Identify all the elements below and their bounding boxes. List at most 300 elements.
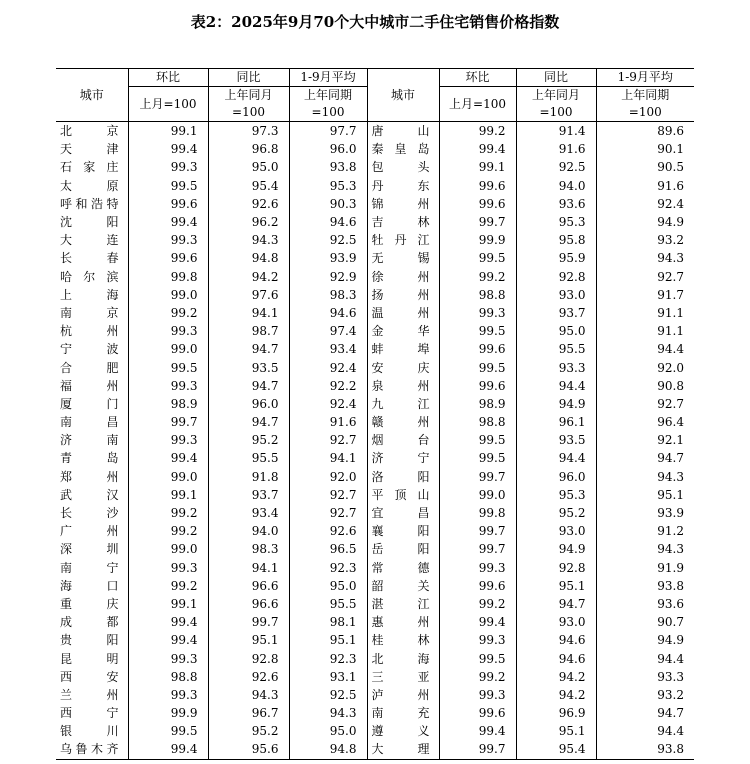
yoy-value-left: 95.5: [208, 449, 289, 467]
price-index-table: [56, 68, 694, 760]
table-row: [56, 177, 694, 195]
avg-value-right: 90.5: [596, 158, 694, 176]
table-row: [56, 213, 694, 231]
yoy-value-left: 96.0: [208, 395, 289, 413]
yoy-value-left: 97.3: [208, 122, 289, 141]
city-name-left: 深圳: [60, 542, 119, 557]
mom-value-right: 98.9: [439, 395, 516, 413]
yoy-value-right: 95.3: [516, 486, 596, 504]
mom-value-right: 99.5: [439, 449, 516, 467]
mom-value-left: 99.9: [128, 704, 208, 722]
mom-value-left: 99.0: [128, 468, 208, 486]
yoy-value-right: 96.0: [516, 468, 596, 486]
city-name-right: 惠州: [367, 613, 439, 631]
col-header-mom-left: 环比: [128, 69, 208, 87]
city-name-left: 太原: [60, 178, 119, 193]
avg-value-left: 95.0: [289, 577, 367, 595]
mom-value-right: 99.1: [439, 158, 516, 176]
avg-value-right: 92.1: [596, 431, 694, 449]
yoy-value-right: 94.0: [516, 177, 596, 195]
avg-value-left: 92.3: [289, 649, 367, 667]
mom-value-right: 99.3: [439, 559, 516, 577]
yoy-value-right: 94.6: [516, 631, 596, 649]
city-name-left: 沈阳: [60, 215, 119, 230]
table-row: [56, 740, 694, 759]
mom-value-left: 99.5: [128, 358, 208, 376]
table-row: [56, 540, 694, 558]
table-row: [56, 649, 694, 667]
yoy-value-left: 98.3: [208, 540, 289, 558]
city-name-left: 昆明: [60, 651, 119, 666]
avg-value-left: 95.0: [289, 722, 367, 740]
mom-value-left: 99.4: [128, 449, 208, 467]
city-name-right: 桂林: [367, 631, 439, 649]
mom-value-right: 99.3: [439, 686, 516, 704]
yoy-value-left: 91.8: [208, 468, 289, 486]
city-name-right: 遵义: [367, 722, 439, 740]
mom-value-right: 99.6: [439, 577, 516, 595]
yoy-value-right: 95.3: [516, 213, 596, 231]
avg-value-right: 93.8: [596, 577, 694, 595]
mom-value-left: 99.3: [128, 686, 208, 704]
col-subheader-avg-left: 上年同期 =100: [289, 87, 367, 122]
city-name-left: 南昌: [60, 415, 119, 430]
city-name-right: 温州: [367, 304, 439, 322]
avg-value-left: 97.7: [289, 122, 367, 141]
yoy-value-left: 95.6: [208, 740, 289, 759]
avg-value-right: 91.7: [596, 286, 694, 304]
col-header-yoy-left: 同比: [208, 69, 289, 87]
table-row: [56, 249, 694, 267]
table-row: [56, 504, 694, 522]
mom-value-right: 99.6: [439, 704, 516, 722]
mom-value-right: 99.7: [439, 522, 516, 540]
yoy-value-right: 93.0: [516, 613, 596, 631]
avg-value-left: 95.3: [289, 177, 367, 195]
table-row: [56, 122, 694, 141]
mom-value-left: 98.9: [128, 395, 208, 413]
avg-value-right: 93.2: [596, 231, 694, 249]
yoy-value-right: 94.2: [516, 686, 596, 704]
col-header-mom-right: 环比: [439, 69, 516, 87]
city-name-right: 洛阳: [367, 468, 439, 486]
city-name-right: 蚌埠: [367, 340, 439, 358]
table-row: [56, 486, 694, 504]
avg-value-left: 92.9: [289, 268, 367, 286]
mom-value-right: 99.7: [439, 740, 516, 759]
table-row: [56, 468, 694, 486]
yoy-value-left: 94.7: [208, 377, 289, 395]
avg-value-left: 92.4: [289, 395, 367, 413]
avg-value-left: 92.6: [289, 522, 367, 540]
avg-value-right: 94.7: [596, 704, 694, 722]
mom-value-right: 99.2: [439, 668, 516, 686]
avg-value-right: 91.1: [596, 322, 694, 340]
table-row: [56, 304, 694, 322]
mom-value-left: 99.4: [128, 140, 208, 158]
city-name-left: 兰州: [60, 687, 119, 702]
mom-value-left: 99.4: [128, 740, 208, 759]
mom-value-left: 99.3: [128, 231, 208, 249]
city-name-left: 宁波: [60, 342, 119, 357]
city-name-left: 大连: [60, 233, 119, 248]
city-name-right: 金华: [367, 322, 439, 340]
yoy-value-right: 95.1: [516, 577, 596, 595]
mom-value-left: 99.3: [128, 559, 208, 577]
yoy-value-right: 95.4: [516, 740, 596, 759]
city-name-left: 西安: [60, 669, 119, 684]
mom-value-right: 99.5: [439, 358, 516, 376]
mom-value-left: 99.3: [128, 322, 208, 340]
yoy-value-left: 92.6: [208, 668, 289, 686]
yoy-value-right: 96.9: [516, 704, 596, 722]
avg-value-right: 96.4: [596, 413, 694, 431]
city-name-left: 重庆: [60, 596, 119, 611]
mom-value-right: 99.6: [439, 377, 516, 395]
city-name-left: 海口: [60, 578, 119, 593]
table-row: [56, 140, 694, 158]
avg-value-right: 93.6: [596, 595, 694, 613]
yoy-value-left: 97.6: [208, 286, 289, 304]
avg-value-left: 94.8: [289, 740, 367, 759]
yoy-value-right: 95.1: [516, 722, 596, 740]
yoy-value-right: 93.0: [516, 522, 596, 540]
yoy-value-left: 93.4: [208, 504, 289, 522]
mom-value-left: 99.6: [128, 249, 208, 267]
mom-value-left: 99.3: [128, 649, 208, 667]
table-row: [56, 358, 694, 376]
yoy-value-right: 93.3: [516, 358, 596, 376]
city-name-left: 天津: [60, 142, 119, 157]
city-name-left: 北京: [60, 124, 119, 139]
city-name-left: 南京: [60, 305, 119, 320]
yoy-value-right: 92.5: [516, 158, 596, 176]
yoy-value-left: 94.3: [208, 231, 289, 249]
yoy-value-right: 92.8: [516, 559, 596, 577]
avg-value-left: 94.6: [289, 213, 367, 231]
avg-value-right: 89.6: [596, 122, 694, 141]
avg-value-left: 92.5: [289, 231, 367, 249]
avg-value-left: 92.5: [289, 686, 367, 704]
city-name-right: 徐州: [367, 268, 439, 286]
yoy-value-right: 95.8: [516, 231, 596, 249]
avg-value-left: 97.4: [289, 322, 367, 340]
avg-value-right: 92.0: [596, 358, 694, 376]
avg-value-right: 91.2: [596, 522, 694, 540]
yoy-value-left: 95.2: [208, 722, 289, 740]
avg-value-right: 94.3: [596, 540, 694, 558]
avg-value-right: 90.8: [596, 377, 694, 395]
yoy-value-right: 94.4: [516, 449, 596, 467]
yoy-value-left: 94.3: [208, 686, 289, 704]
mom-value-left: 99.6: [128, 195, 208, 213]
yoy-value-left: 93.7: [208, 486, 289, 504]
mom-value-right: 98.8: [439, 413, 516, 431]
table-row: [56, 704, 694, 722]
avg-value-right: 90.1: [596, 140, 694, 158]
mom-value-left: 99.3: [128, 158, 208, 176]
col-header-city-right: 城市: [367, 69, 439, 122]
city-name-left: 成都: [60, 615, 119, 630]
avg-value-right: 93.2: [596, 686, 694, 704]
table-row: [56, 413, 694, 431]
city-name-right: 吉林: [367, 213, 439, 231]
yoy-value-right: 93.6: [516, 195, 596, 213]
table-body: [56, 122, 694, 760]
mom-value-right: 99.6: [439, 177, 516, 195]
mom-value-left: 99.1: [128, 595, 208, 613]
mom-value-left: 99.4: [128, 631, 208, 649]
col-header-avg-right: 1-9月平均: [596, 69, 694, 87]
avg-value-left: 93.1: [289, 668, 367, 686]
yoy-value-right: 93.7: [516, 304, 596, 322]
yoy-value-left: 93.5: [208, 358, 289, 376]
mom-value-left: 99.8: [128, 268, 208, 286]
city-name-left: 厦门: [60, 396, 119, 411]
city-name-right: 丹东: [367, 177, 439, 195]
city-name-right: 扬州: [367, 286, 439, 304]
mom-value-left: 99.7: [128, 413, 208, 431]
avg-value-left: 95.1: [289, 631, 367, 649]
yoy-value-left: 98.7: [208, 322, 289, 340]
table-row: [56, 722, 694, 740]
mom-value-right: 99.5: [439, 649, 516, 667]
mom-value-right: 99.2: [439, 595, 516, 613]
col-subheader-mom-left: 上月=100: [128, 87, 208, 122]
city-name-right: 无锡: [367, 249, 439, 267]
table-row: [56, 431, 694, 449]
table-row: [56, 577, 694, 595]
city-name-left: 呼和浩特: [60, 196, 119, 211]
yoy-value-left: 96.8: [208, 140, 289, 158]
city-name-left: 西宁: [60, 706, 119, 721]
yoy-value-right: 95.0: [516, 322, 596, 340]
city-name-right: 牡丹江: [367, 231, 439, 249]
mom-value-left: 99.2: [128, 522, 208, 540]
yoy-value-left: 94.7: [208, 413, 289, 431]
city-name-left: 哈尔滨: [60, 269, 119, 284]
table-row: [56, 322, 694, 340]
avg-value-right: 93.3: [596, 668, 694, 686]
city-name-left: 乌鲁木齐: [56, 740, 128, 759]
city-name-left: 长沙: [60, 506, 119, 521]
avg-value-left: 92.0: [289, 468, 367, 486]
mom-value-right: 98.8: [439, 286, 516, 304]
yoy-value-left: 92.6: [208, 195, 289, 213]
avg-value-right: 91.9: [596, 559, 694, 577]
yoy-value-left: 96.2: [208, 213, 289, 231]
yoy-value-left: 94.0: [208, 522, 289, 540]
table-row: [56, 268, 694, 286]
avg-value-right: 94.9: [596, 631, 694, 649]
city-name-left: 杭州: [60, 324, 119, 339]
table-title: 表2：2025年9月70个大中城市二手住宅销售价格指数: [190, 13, 560, 31]
avg-value-right: 95.1: [596, 486, 694, 504]
avg-value-right: 94.3: [596, 468, 694, 486]
yoy-value-right: 92.8: [516, 268, 596, 286]
yoy-value-left: 96.6: [208, 577, 289, 595]
avg-value-left: 98.3: [289, 286, 367, 304]
table-row: [56, 286, 694, 304]
mom-value-right: 99.2: [439, 268, 516, 286]
city-name-right: 大理: [367, 740, 439, 759]
city-name-right: 岳阳: [367, 540, 439, 558]
yoy-value-left: 96.6: [208, 595, 289, 613]
avg-value-left: 92.2: [289, 377, 367, 395]
avg-value-left: 92.7: [289, 431, 367, 449]
avg-value-right: 94.4: [596, 340, 694, 358]
avg-value-right: 90.7: [596, 613, 694, 631]
mom-value-right: 99.5: [439, 431, 516, 449]
mom-value-left: 99.3: [128, 431, 208, 449]
city-name-right: 烟台: [367, 431, 439, 449]
mom-value-left: 99.5: [128, 177, 208, 195]
col-subheader-mom-right: 上月=100: [439, 87, 516, 122]
col-header-yoy-right: 同比: [516, 69, 596, 87]
avg-value-left: 91.6: [289, 413, 367, 431]
yoy-value-left: 94.1: [208, 304, 289, 322]
city-name-right: 九江: [367, 395, 439, 413]
avg-value-left: 90.3: [289, 195, 367, 213]
avg-value-right: 92.4: [596, 195, 694, 213]
mom-value-right: 99.5: [439, 249, 516, 267]
avg-value-right: 94.4: [596, 649, 694, 667]
mom-value-right: 99.7: [439, 468, 516, 486]
city-name-left: 合肥: [60, 360, 119, 375]
yoy-value-right: 93.0: [516, 286, 596, 304]
avg-value-left: 94.6: [289, 304, 367, 322]
avg-value-left: 98.1: [289, 613, 367, 631]
table-row: [56, 522, 694, 540]
table-row: [56, 231, 694, 249]
table-row: [56, 377, 694, 395]
city-name-right: 锦州: [367, 195, 439, 213]
yoy-value-left: 94.2: [208, 268, 289, 286]
city-name-right: 泉州: [367, 377, 439, 395]
yoy-value-left: 94.1: [208, 559, 289, 577]
mom-value-right: 99.9: [439, 231, 516, 249]
city-name-left: 银川: [60, 724, 119, 739]
mom-value-right: 99.0: [439, 486, 516, 504]
mom-value-left: 99.5: [128, 722, 208, 740]
city-name-right: 平顶山: [367, 486, 439, 504]
city-name-left: 石家庄: [60, 160, 119, 175]
avg-value-left: 93.4: [289, 340, 367, 358]
city-name-left: 福州: [60, 378, 119, 393]
avg-value-left: 93.8: [289, 158, 367, 176]
city-name-right: 包头: [367, 158, 439, 176]
avg-value-left: 92.3: [289, 559, 367, 577]
yoy-value-left: 95.1: [208, 631, 289, 649]
avg-value-left: 93.9: [289, 249, 367, 267]
yoy-value-right: 94.9: [516, 395, 596, 413]
city-name-right: 常德: [367, 559, 439, 577]
yoy-value-right: 95.9: [516, 249, 596, 267]
avg-value-left: 92.7: [289, 486, 367, 504]
city-name-left: 贵阳: [60, 633, 119, 648]
avg-value-right: 94.3: [596, 249, 694, 267]
avg-value-right: 94.7: [596, 449, 694, 467]
yoy-value-left: 92.8: [208, 649, 289, 667]
table-row: [56, 340, 694, 358]
mom-value-left: 99.1: [128, 122, 208, 141]
avg-value-left: 94.3: [289, 704, 367, 722]
city-name-left: 广州: [60, 524, 119, 539]
avg-value-left: 92.4: [289, 358, 367, 376]
city-name-right: 襄阳: [367, 522, 439, 540]
col-subheader-yoy-left: 上年同月 =100: [208, 87, 289, 122]
mom-value-left: 99.1: [128, 486, 208, 504]
yoy-value-right: 94.9: [516, 540, 596, 558]
avg-value-left: 96.5: [289, 540, 367, 558]
avg-value-right: 92.7: [596, 268, 694, 286]
city-name-right: 宜昌: [367, 504, 439, 522]
col-header-city-left: 城市: [56, 69, 128, 122]
avg-value-right: 92.7: [596, 395, 694, 413]
mom-value-right: 99.7: [439, 540, 516, 558]
yoy-value-right: 93.5: [516, 431, 596, 449]
yoy-value-right: 94.6: [516, 649, 596, 667]
yoy-value-right: 95.2: [516, 504, 596, 522]
city-name-right: 秦皇岛: [367, 140, 439, 158]
avg-value-left: 92.7: [289, 504, 367, 522]
yoy-value-left: 96.7: [208, 704, 289, 722]
mom-value-left: 99.4: [128, 213, 208, 231]
mom-value-left: 99.2: [128, 304, 208, 322]
city-name-right: 泸州: [367, 686, 439, 704]
col-header-avg-left: 1-9月平均: [289, 69, 367, 87]
mom-value-right: 99.2: [439, 122, 516, 141]
city-name-right: 三亚: [367, 668, 439, 686]
table-row: [56, 668, 694, 686]
col-subheader-avg-right: 上年同期 =100: [596, 87, 694, 122]
table-row: [56, 686, 694, 704]
city-name-left: 郑州: [60, 469, 119, 484]
yoy-value-left: 99.7: [208, 613, 289, 631]
city-name-right: 赣州: [367, 413, 439, 431]
avg-value-left: 94.1: [289, 449, 367, 467]
yoy-value-right: 94.4: [516, 377, 596, 395]
col-subheader-yoy-right: 上年同月 =100: [516, 87, 596, 122]
city-name-left: 武汉: [60, 487, 119, 502]
avg-value-right: 94.4: [596, 722, 694, 740]
mom-value-left: 99.2: [128, 577, 208, 595]
yoy-value-left: 95.0: [208, 158, 289, 176]
yoy-value-right: 94.2: [516, 668, 596, 686]
mom-value-left: 99.3: [128, 377, 208, 395]
yoy-value-right: 96.1: [516, 413, 596, 431]
city-name-right: 南充: [367, 704, 439, 722]
avg-value-right: 93.9: [596, 504, 694, 522]
mom-value-right: 99.3: [439, 631, 516, 649]
avg-value-left: 96.0: [289, 140, 367, 158]
mom-value-left: 99.0: [128, 286, 208, 304]
table-row: [56, 613, 694, 631]
city-name-left: 上海: [60, 287, 119, 302]
mom-value-right: 99.3: [439, 304, 516, 322]
table-row: [56, 559, 694, 577]
avg-value-right: 91.1: [596, 304, 694, 322]
yoy-value-left: 94.8: [208, 249, 289, 267]
mom-value-right: 99.8: [439, 504, 516, 522]
city-name-right: 安庆: [367, 358, 439, 376]
city-name-right: 湛江: [367, 595, 439, 613]
mom-value-right: 99.4: [439, 613, 516, 631]
yoy-value-right: 91.6: [516, 140, 596, 158]
city-name-left: 长春: [60, 251, 119, 266]
yoy-value-left: 95.4: [208, 177, 289, 195]
mom-value-left: 99.2: [128, 504, 208, 522]
